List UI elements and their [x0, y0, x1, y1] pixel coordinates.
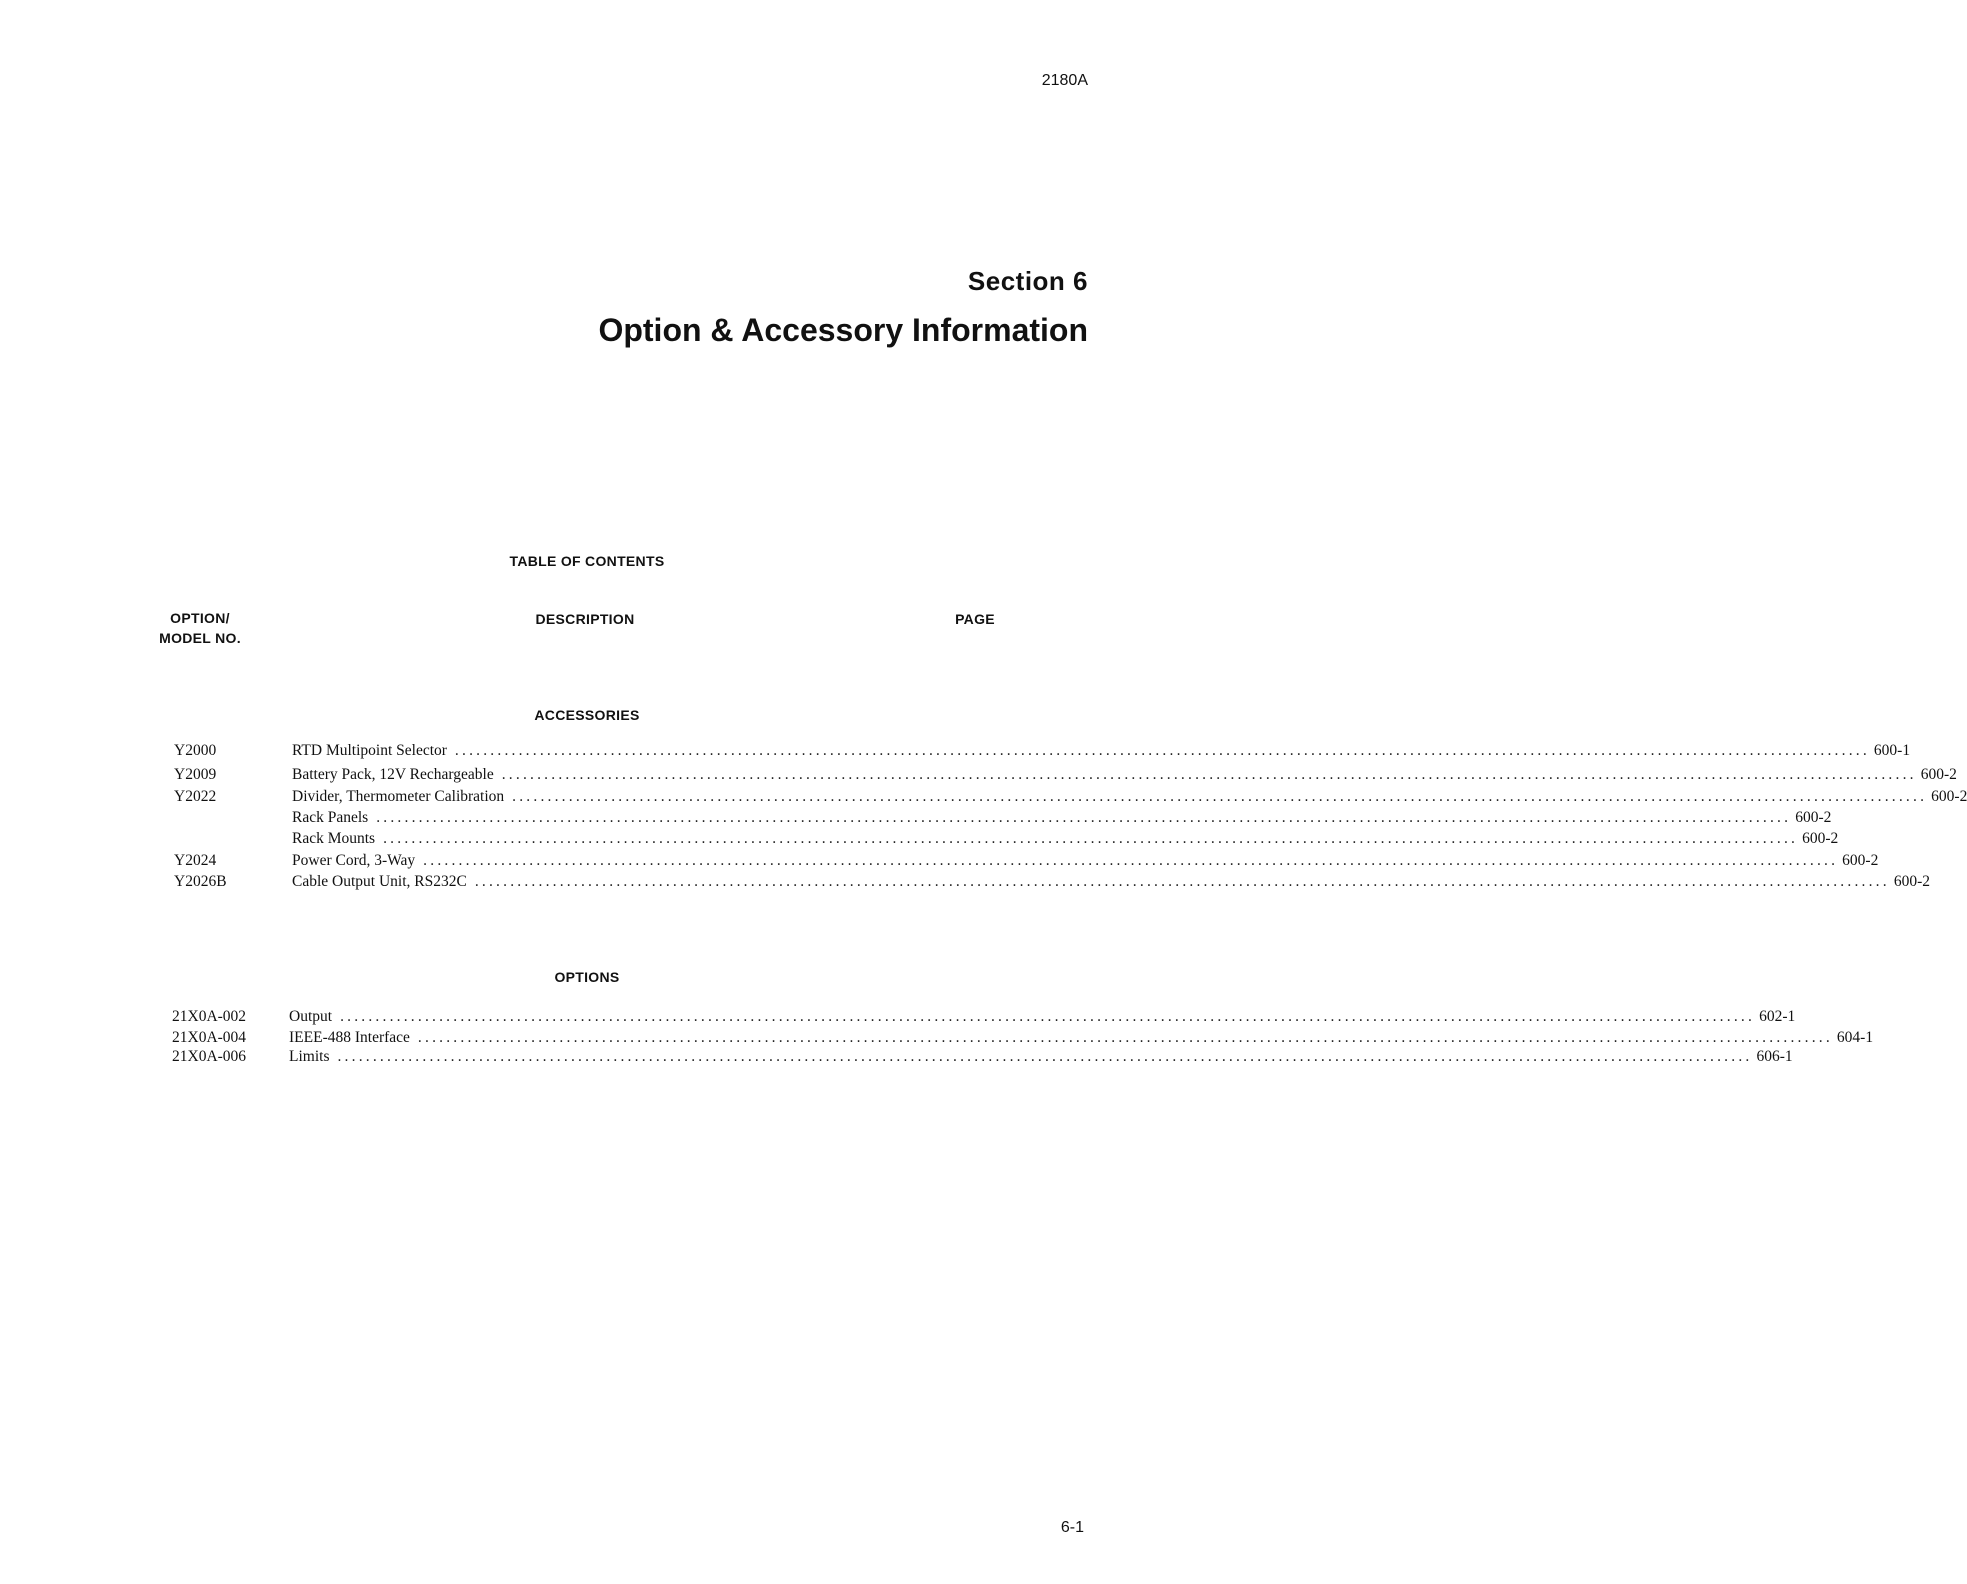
column-header-description: DESCRIPTION — [535, 611, 635, 627]
entry-description: Power Cord, 3-Way — [292, 852, 416, 869]
entry-code: Y2024 — [174, 852, 217, 869]
toc-entry[interactable] — [0, 1006, 1796, 1027]
entry-description: Output — [289, 1008, 333, 1025]
entry-code: Y2022 — [174, 788, 217, 805]
dot-leader: ........................................................................................................................................................................................................ — [512, 788, 1928, 805]
entry-page: 600-2 — [1920, 766, 1957, 783]
section-number: Section 6 — [967, 266, 1088, 296]
toc-entry[interactable] — [0, 786, 1967, 807]
column-header-option-line2: MODEL NO. — [159, 630, 241, 646]
entry-description: RTD Multipoint Selector — [292, 742, 447, 759]
entry-page: 600-2 — [1795, 809, 1832, 826]
entry-page: 600-2 — [1931, 788, 1967, 805]
entry-page: 600-2 — [1802, 830, 1839, 847]
entry-leader — [289, 1046, 1793, 1067]
entry-code: Y2000 — [174, 742, 217, 759]
entry-code: 21X0A-004 — [172, 1029, 247, 1046]
entry-description: Rack Panels — [292, 809, 369, 826]
dot-leader: ........................................................................................................................................................................................................ — [501, 766, 1917, 783]
entry-description: Battery Pack, 12V Rechargeable — [292, 766, 494, 783]
page-number: 6-1 — [1060, 1519, 1084, 1536]
dot-leader: ........................................................................................................................................................................................................ — [337, 1048, 1753, 1065]
entry-leader — [289, 1027, 1874, 1048]
dot-leader: ........................................................................................................................................................................................................ — [474, 873, 1890, 890]
entry-page: 606-1 — [1756, 1048, 1793, 1065]
dot-leader: ........................................................................................................................................................................................................ — [383, 830, 1799, 847]
dot-leader: ........................................................................................................................................................................................................ — [454, 742, 1870, 759]
toc-entry[interactable] — [0, 764, 1957, 785]
entry-code: 21X0A-002 — [172, 1008, 247, 1025]
toc-entry[interactable] — [0, 850, 1879, 871]
entry-page: 600-2 — [1893, 873, 1930, 890]
toc-entry[interactable] — [0, 828, 1839, 849]
entry-leader — [292, 740, 1911, 761]
model-id: 2180A — [1041, 72, 1088, 89]
dot-leader: ........................................................................................................................................................................................................ — [423, 852, 1839, 869]
column-header-page: PAGE — [955, 611, 995, 627]
toc-entry[interactable] — [0, 871, 1930, 892]
entry-code: Y2009 — [174, 766, 217, 783]
entry-leader — [292, 807, 1832, 828]
entry-description: Limits — [289, 1048, 330, 1065]
column-header-option — [140, 608, 260, 648]
entry-leader — [292, 828, 1839, 849]
section-title: Option & Accessory Information — [598, 312, 1088, 348]
entry-page: 602-1 — [1759, 1008, 1796, 1025]
entry-description: Rack Mounts — [292, 830, 376, 847]
entry-code: 21X0A-006 — [172, 1048, 247, 1065]
dot-leader: ........................................................................................................................................................................................................ — [340, 1008, 1756, 1025]
entry-description: Divider, Thermometer Calibration — [292, 788, 505, 805]
toc-title: TABLE OF CONTENTS — [509, 553, 665, 569]
entry-code: Y2026B — [174, 873, 227, 890]
accessories-title: ACCESSORIES — [534, 707, 640, 723]
entry-leader — [292, 850, 1879, 871]
column-header-option-line1: OPTION/ — [170, 610, 230, 626]
entry-leader — [292, 871, 1930, 892]
entry-description: Cable Output Unit, RS232C — [292, 873, 467, 890]
toc-entry[interactable] — [0, 1027, 1874, 1048]
entry-leader — [289, 1006, 1796, 1027]
toc-entry[interactable] — [0, 807, 1832, 828]
toc-entry[interactable] — [0, 1046, 1793, 1067]
entry-leader — [292, 786, 1967, 807]
options-title: OPTIONS — [554, 969, 620, 985]
entry-leader — [292, 764, 1957, 785]
entry-page: 604-1 — [1836, 1029, 1874, 1046]
dot-leader: ........................................................................................................................................................................................................ — [417, 1029, 1833, 1046]
entry-page: 600-2 — [1842, 852, 1879, 869]
toc-entry[interactable] — [0, 740, 1911, 761]
entry-description: IEEE-488 Interface — [289, 1029, 410, 1046]
dot-leader: ........................................................................................................................................................................................................ — [376, 809, 1792, 826]
entry-page: 600-1 — [1873, 742, 1911, 759]
